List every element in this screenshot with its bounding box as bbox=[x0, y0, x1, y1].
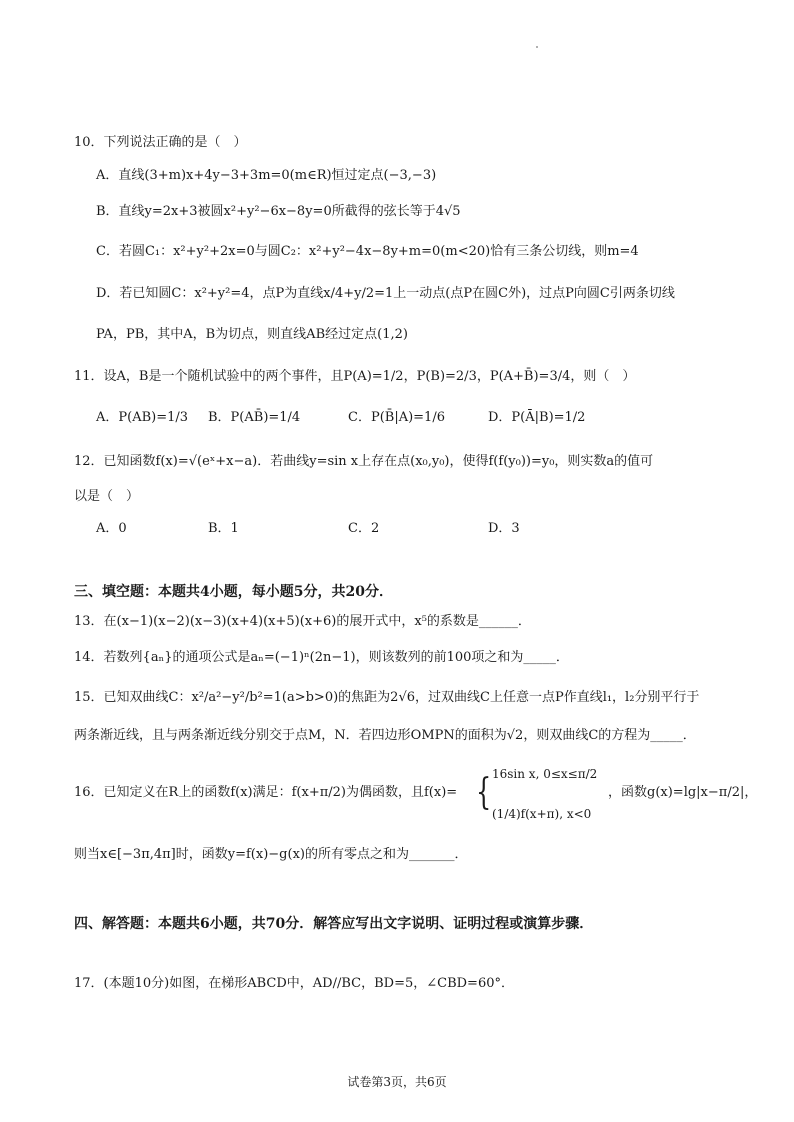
q15-line2: 两条渐近线，且与两条渐近线分别交于点M，N．若四边形OMPN的面积为√2，则双曲线C的方程为_____． bbox=[74, 728, 696, 743]
scan-dot bbox=[536, 46, 538, 48]
q10-option-a: A．直线(3+m)x+4y−3+3m=0(m∈R)恒过定点(−3,−3) bbox=[96, 168, 437, 183]
section-4-heading: 四、解答题：本题共6小题，共70分．解答应写出文字说明、证明过程或演算步骤． bbox=[74, 916, 594, 932]
q16-line2: 则当x∈[−3π,4π]时，函数y=f(x)−g(x)的所有零点之和为_______． bbox=[74, 847, 468, 862]
q13: 13．在(x−1)(x−2)(x−3)(x+4)(x+5)(x+6)的展开式中，x⁵的系数是______． bbox=[74, 614, 531, 629]
q16-brace: { bbox=[476, 771, 492, 813]
q12-option-b: B．1 bbox=[208, 521, 239, 536]
q16-line1: 16．已知定义在R上的函数f(x)满足：f(x+π/2)为偶函数，且f(x)= bbox=[74, 785, 458, 800]
q12-stem-line1: 12．已知函数f(x)=√(eˣ+x−a)．若曲线y=sin x上存在点(x₀,y₀)，使得f(f(y₀))=y₀，则实数a的值可 bbox=[74, 454, 654, 469]
page-footer: 试卷第3页，共6页 bbox=[347, 1075, 447, 1089]
q16-case-2: (1/4)f(x+π), x<0 bbox=[492, 807, 592, 821]
q10-option-b: B．直线y=2x+3被圆x²+y²−6x−8y=0所截得的弦长等于4√5 bbox=[96, 204, 461, 219]
q16-line1-continued: ，函数g(x)=lg|x−π/2|， bbox=[608, 785, 758, 800]
q17: 17．(本题10分)如图，在梯形ABCD中，AD//BC，BD=5，∠CBD=60°． bbox=[74, 976, 514, 991]
q12-option-c: C．2 bbox=[348, 521, 380, 536]
q11-option-c: C．P(B̄|A)=1/6 bbox=[348, 410, 445, 425]
q11-option-a: A．P(AB)=1/3 bbox=[96, 410, 189, 425]
q11-option-d: D．P(Ā|B)=1/2 bbox=[488, 410, 586, 425]
q15-line1: 15．已知双曲线C：x²/a²−y²/b²=1(a>b>0)的焦距为2√6，过双曲线C上任意一点P作直线l₁，l₂分别平行于 bbox=[74, 690, 700, 705]
q10-stem: 10．下列说法正确的是（ ） bbox=[74, 135, 247, 150]
q10-option-c: C．若圆C₁：x²+y²+2x=0与圆C₂：x²+y²−4x−8y+m=0(m<20)恰有三条公切线，则m=4 bbox=[96, 244, 639, 259]
q14: 14．若数列{aₙ}的通项公式是aₙ=(−1)ⁿ(2n−1)，则该数列的前100项之和为_____． bbox=[74, 650, 569, 665]
q11-option-b: B．P(AB̄)=1/4 bbox=[208, 410, 301, 425]
q11-stem: 11．设A，B是一个随机试验中的两个事件，且P(A)=1/2，P(B)=2/3，P(A+B̄)=3/4，则（ ） bbox=[74, 369, 636, 384]
section-3-heading: 三、填空题：本题共4小题，每小题5分，共20分． bbox=[74, 584, 393, 600]
q12-option-a: A．0 bbox=[96, 521, 127, 536]
q16-case-1: 16sin x, 0≤x≤π/2 bbox=[492, 767, 598, 781]
q10-option-d-line2: PA，PB，其中A，B为切点，则直线AB经过定点(1,2) bbox=[96, 327, 408, 342]
q10-option-d-line1: D．若已知圆C：x²+y²=4，点P为直线x/4+y/2=1上一动点(点P在圆C外)，过点P向圆C引两条切线 bbox=[96, 286, 675, 301]
q12-option-d: D．3 bbox=[488, 521, 520, 536]
q12-stem-line2: 以是（ ） bbox=[74, 489, 140, 504]
